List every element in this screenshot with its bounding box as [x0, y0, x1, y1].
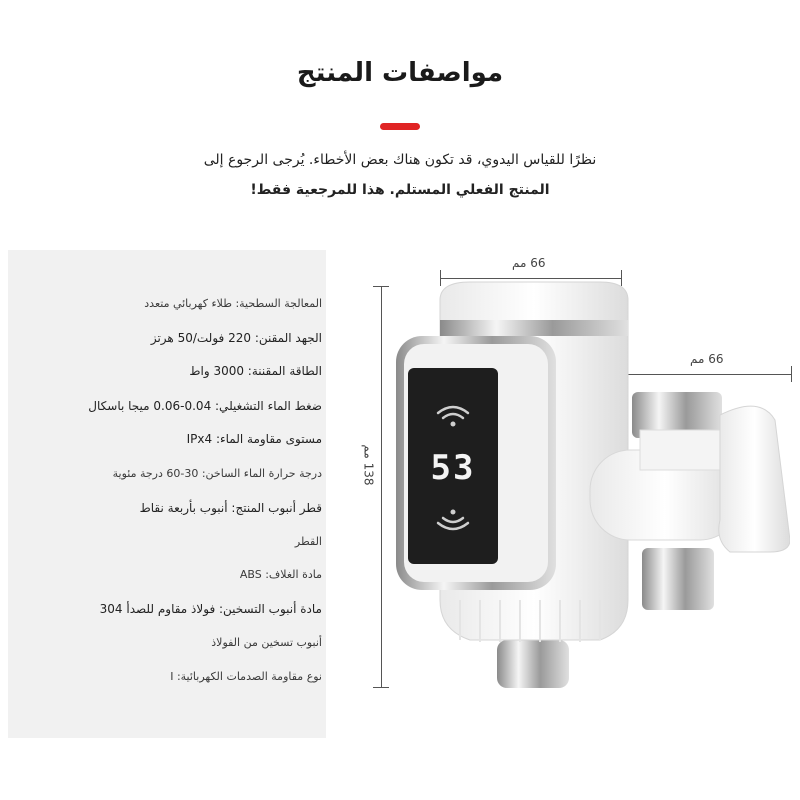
spec-shock-resistance: نوع مقاومة الصدمات الكهربائية: I — [170, 670, 322, 683]
spec-housing-material: مادة الغلاف: ABS — [239, 568, 322, 581]
title-accent-bar — [380, 123, 420, 130]
spec-waterproof-level: مستوى مقاومة الماء: IPx4 — [186, 432, 322, 446]
spec-panel — [8, 250, 326, 738]
disclaimer-line-1: نظرًا للقياس اليدوي، قد تكون هناك بعض الأخطاء. يُرجى الرجوع إلى — [203, 152, 597, 168]
disclaimer — [150, 145, 650, 205]
dim-label-top: 66 مم — [512, 256, 546, 270]
dim-label-side: 66 مم — [690, 352, 724, 366]
faucet-heater-image — [330, 270, 790, 710]
spec-heating-tube-material: مادة أنبوب التسخين: فولاذ مقاوم للصدأ 304 — [99, 602, 322, 616]
spec-heating-tube-steel: أنبوب تسخين من الفولاذ — [211, 636, 322, 649]
dim-tick-side-right — [791, 366, 792, 382]
spec-rated-voltage: الجهد المقنن: 220 فولت/50 هرتز — [150, 331, 322, 345]
disclaimer-line-2: المنتج الفعلي المستلم. هذا للمرجعية فقط! — [250, 182, 550, 198]
spec-water-pressure: ضغط الماء التشغيلي: 0.04-0.06 ميجا باسكال — [88, 399, 322, 413]
page-title: مواصفات المنتج — [296, 58, 504, 88]
spec-diameter-cont: القطر — [294, 535, 322, 548]
spec-hot-water-temp: درجة حرارة الماء الساخن: 30-60 درجة مئوية — [112, 467, 322, 480]
spec-pipe-diameter: قطر أنبوب المنتج: أنبوب بأربعة نقاط — [139, 501, 322, 515]
spec-rated-power: الطاقة المقننة: 3000 واط — [189, 364, 322, 378]
dim-label-height: 138 مم — [361, 444, 376, 486]
spec-surface-treatment: المعالجة السطحية: طلاء كهربائي متعدد — [144, 297, 322, 310]
temperature-display: 53 — [430, 448, 476, 488]
